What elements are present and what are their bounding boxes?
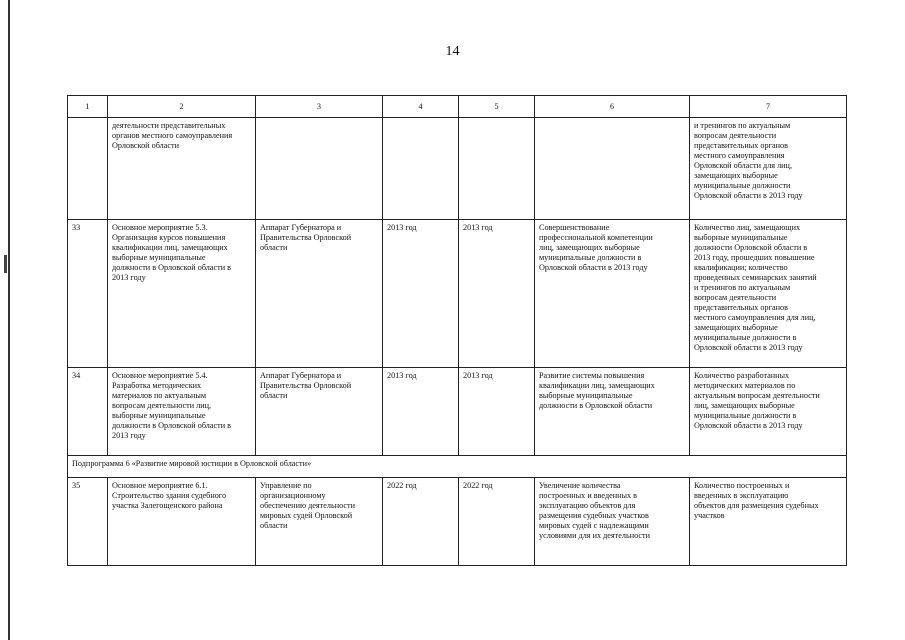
column-number-7: 7 <box>690 96 847 118</box>
end-date-cell: 2013 год <box>459 219 535 367</box>
event-text: Основное мероприятие 6.1. Строительство здания судебного участка Залегощенского района <box>112 480 227 510</box>
event-text: Основное мероприятие 5.4. Разработка методических материалов по актуальным вопросам деятельности лиц, выборные муниципальные должности в Орловской области в 2013 году <box>112 370 232 440</box>
executor-text: Управление по организационному обеспечению деятельности мировых судей Орловской области <box>260 480 355 530</box>
indicator-text: Количество лиц, замещающих выборные муниципальные должности Орловской области в 2013 году, прошедших повышение квалификации; количество проведенных семинарских занятий и тренингов по актуальным вопросам деятельности представительных органов местного самоуправления для лиц, замещающих выборные муниципальные должности в Орловской области в 2013 году <box>694 222 817 352</box>
column-number-row <box>68 96 847 118</box>
executor-cell <box>256 219 383 367</box>
column-number-5: 5 <box>459 96 535 118</box>
column-number-3: 3 <box>256 96 383 118</box>
indicator-text: и тренингов по актуальным вопросам деятельности представительных органов местного самоуправления Орловской области для лиц, замещающих выборные муниципальные должности Орловской области в 2013 году <box>694 120 803 200</box>
executor-cell <box>256 477 383 565</box>
end-date-cell: 2022 год <box>459 477 535 565</box>
result-text: Увеличение количества построенных и введенных в эксплуатацию объектов для размещения судебных участков мировых судей с надлежащими условиями для их деятельности <box>539 480 650 540</box>
indicator-text: Количество разработанных методических материалов по актуальным вопросам деятельности лиц, замещающих выборные муниципальные должности в Орловской области в 2013 году <box>694 370 820 430</box>
row-number <box>68 117 108 219</box>
page-number: 14 <box>445 44 460 59</box>
start-date-cell: 2013 год <box>383 367 459 455</box>
indicator-text: Количество построенных и введенных в эксплуатацию объектов для размещения судебных участков <box>694 480 819 520</box>
result-cell <box>535 367 690 455</box>
scan-artifact-mark <box>4 255 7 273</box>
subprogram-title: Подпрограмма 6 «Развитие мировой юстиции в Орловской области» <box>68 455 847 477</box>
subprogram-row <box>68 455 847 477</box>
column-number-6: 6 <box>535 96 690 118</box>
result-text: Развитие системы повышения квалификации лиц, замещающих выборные муниципальные должности в Орловской области <box>539 370 655 410</box>
table-row <box>68 219 847 367</box>
column-number-4: 4 <box>383 96 459 118</box>
column-number-2: 2 <box>108 96 256 118</box>
event-text: Основное мероприятие 5.3. Организация курсов повышения квалификации лиц, замещающих выборные муниципальные должности в Орловской области в 2013 году <box>112 222 232 282</box>
executor-cell <box>256 117 383 219</box>
event-text: деятельности представительных органов местного самоуправления Орловской области <box>112 120 233 150</box>
indicator-cell <box>690 367 847 455</box>
start-date-cell: 2013 год <box>383 219 459 367</box>
result-text: Совершенствование профессиональной компетенции лиц, замещающих выборные муниципальные должности в Орловской области в 2013 году <box>539 222 653 272</box>
indicator-cell <box>690 477 847 565</box>
program-table <box>67 95 847 566</box>
event-cell <box>108 117 256 219</box>
indicator-cell <box>690 117 847 219</box>
result-cell <box>535 117 690 219</box>
column-number-1: 1 <box>68 96 108 118</box>
end-date-cell: 2013 год <box>459 367 535 455</box>
event-cell <box>108 367 256 455</box>
executor-text: Аппарат Губернатора и Правительства Орловской области <box>260 222 352 252</box>
executor-text: Аппарат Губернатора и Правительства Орловской области <box>260 370 352 400</box>
row-number: 35 <box>68 477 108 565</box>
event-cell <box>108 477 256 565</box>
start-date-cell <box>383 117 459 219</box>
start-date-cell: 2022 год <box>383 477 459 565</box>
end-date-cell <box>459 117 535 219</box>
result-cell <box>535 219 690 367</box>
result-cell <box>535 477 690 565</box>
indicator-cell <box>690 219 847 367</box>
row-number: 33 <box>68 219 108 367</box>
event-cell <box>108 219 256 367</box>
row-number: 34 <box>68 367 108 455</box>
table-row <box>68 367 847 455</box>
table-row <box>68 117 847 219</box>
scan-left-edge <box>8 0 10 640</box>
executor-cell <box>256 367 383 455</box>
table-row <box>68 477 847 565</box>
